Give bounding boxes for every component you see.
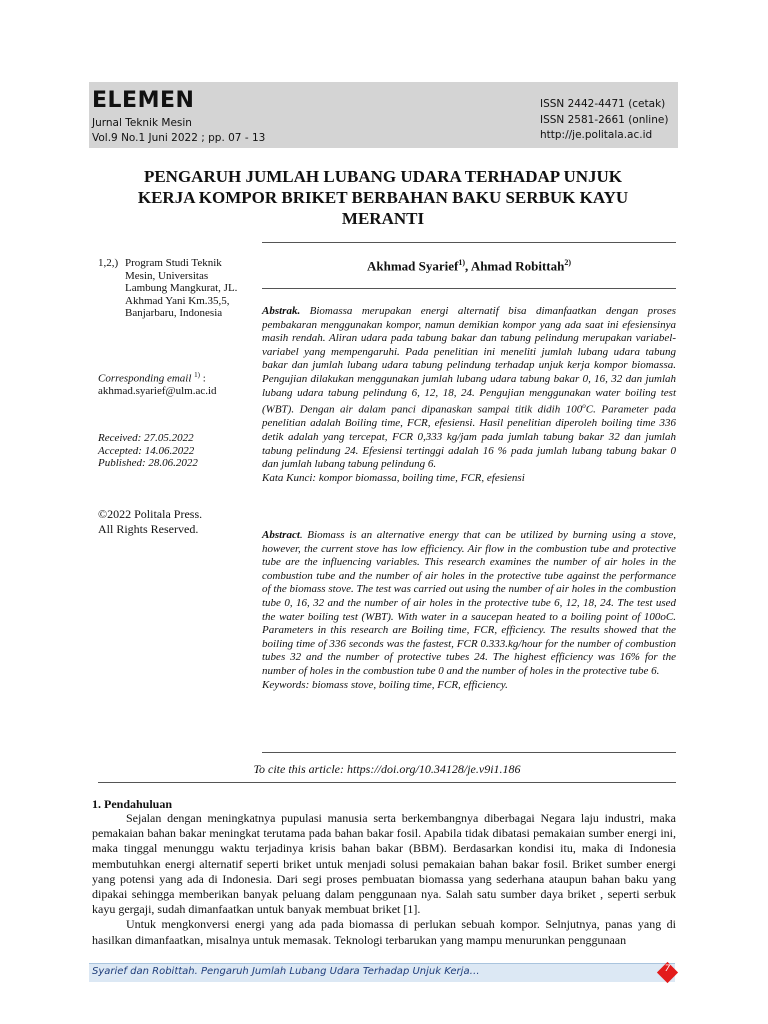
affiliation-line: Banjarbaru, Indonesia: [125, 307, 223, 319]
title-line-2: KERJA KOMPOR BRIKET BERBAHAN BAKU SERBUK KAYU: [137, 188, 629, 207]
issn-block: [540, 97, 668, 144]
copyright-line-1: ©2022 Politala Press.: [98, 507, 203, 521]
paragraph-2: Untuk mengkonversi energi yang ada pada biomassa di perlukan sebuah kompor. Selnjutnya, panas yang di hasilkan dimanfaatkan, misalnya untuk memasak. Teknologi terbarukan yang mampu menurunkan penggunaan: [92, 917, 676, 947]
affiliation-number: 1,2,): [98, 257, 119, 269]
paragraph-1: Sejalan dengan meningkatnya pupulasi manusia serta berkembangnya diberbagai Negara laju industri, maka pemakaian bahan bakar meningkat terutama pada bahan bakar fosil. Apabila tidak dibatasi pemakaian sumber energi ini, maka tinggal menunggu waktu terjadinya krisis bahan bakar (BBM). Berdasarkan kondisi itu, maka di Indonesia membutuhkan energi alternatif seperti briket untuk menjadi solusi pemakaian bahan bakar fosil. Briket sumber energi yang potensi yang ada di Indonesia. Dari segi proses pembuatan biomassa yang sederhana ataupun bahan baku yang dipakai sehingga memberikan banyak peluang dalam penggunaan nya. Salah satu sumber daya briket , seperti serbuk kayu gergaji, sudah dimanfaatkan untuk banyak membuat briket [1].: [92, 811, 676, 917]
affiliation-line: Mesin, Universitas: [125, 269, 209, 282]
copyright: [98, 507, 202, 537]
abstrak-text-b: C. Parameter pada penelitian adalah Boiling time, FCR, efesiensi. Hasil penelitian diperoleh boiling time 336 detik adalah yang tercepat, FCR 0,333 kg/jam pada jumlah tabung bakar 32 dan jumlah tabung pelindung 24. Efesiensi tertinggi adalah 16 % pada jumlah lubang tabung bakar 0 dan jumlah lubang tabung pelindung 6.: [262, 403, 676, 471]
abstract-divider: [262, 752, 676, 753]
corresponding-label: Corresponding email: [98, 372, 192, 385]
affiliation-line: Lambung Mangkurat, JL.: [125, 282, 238, 294]
abstract-text: . Biomass is an alternative energy that can be utilized by burning using a stove, however, the current stove has low efficiency. Air flow in the combustion tube and protective tube are the influencing variables. This research examines the number of air holes in the combustion tube and the number of air holes in the protective tube against the performance of the biomass stove. The test was carried out using the number of air holes in the combustion tube 0, 16, 32 and the number of air holes in the protective tube 6, 12, 18, 24. The test used the water boiling test (WBT). With water in a saucepan heated to a boiling point of 100oC. Parameters in this research are Boiling time, FCR, efficiency. The results showed that the boiling time of 336 seconds was the fastest, FCR 0.333.kg/hour for the number of combustion tubes 32 and the number of protective tubes 24. The highest efficiency was 16% for the number of holes in the combustion tube 0 and the number of holes in the protective tube 6.: [262, 529, 676, 677]
abstrak-indonesian: [262, 305, 676, 485]
journal-name: ELEMEN: [92, 88, 195, 113]
degree-sup: o: [582, 402, 586, 411]
author-1: Akhmad Syarief: [366, 258, 459, 274]
journal-volume: Vol.9 No.1 Juni 2022 ; pp. 07 - 13: [92, 132, 266, 144]
corresponding-sup: 1): [194, 371, 200, 379]
affiliation-line: Akhmad Yani Km.35,5,: [125, 294, 230, 307]
authors-divider: [262, 288, 676, 289]
corresponding-email-link[interactable]: akhmad.syarief@ulm.ac.id: [98, 385, 217, 398]
abstrak-label: Abstrak.: [262, 305, 301, 317]
author-2: Ahmad Robittah: [470, 258, 565, 274]
affiliation: [125, 257, 265, 320]
issn-online: ISSN 2581-2661 (online): [540, 113, 669, 126]
received-date: Received: 27.05.2022: [98, 432, 194, 444]
title-line-3: MERANTI: [341, 209, 425, 228]
article-dates: [98, 432, 198, 470]
authors: [262, 258, 676, 274]
cite-divider: [98, 782, 676, 783]
affiliation-line: Program Studi Teknik: [125, 257, 222, 269]
author-2-sup: 2): [564, 258, 572, 267]
running-head: Syarief dan Robittah. Pengaruh Jumlah Lubang Udara Terhadap Unjuk Kerja…: [92, 966, 480, 977]
title-divider: [262, 242, 676, 243]
page-number: 7: [664, 964, 671, 974]
section-heading: 1. Pendahuluan: [92, 797, 173, 811]
cite-this-article[interactable]: To cite this article: https://doi.org/10.34128/je.v9i1.186: [253, 762, 521, 776]
journal-info: [92, 116, 265, 146]
author-separator: ,: [465, 258, 471, 274]
abstract-label: Abstract: [262, 529, 300, 541]
journal-website-link[interactable]: http://je.politala.ac.id: [540, 129, 653, 141]
accepted-date: Accepted: 14.06.2022: [98, 444, 195, 457]
abstract-english: [262, 529, 676, 692]
title-line-1: PENGARUH JUMLAH LUBANG UDARA TERHADAP UNJUK: [143, 167, 623, 186]
abstract-keywords: Keywords: biomass stove, boiling time, FCR, efficiency.: [262, 678, 508, 691]
abstrak-text-a: Biomassa merupakan energi alternatif bisa dimanfaatkan dengan proses pembakaran menggunakan kompor, namun demikian kompor yang ada saat ini efesiensinya masih rendah. Aliran udara pada tabung bakar dan tabung pelindung merupakan variabel-variabel yang mempengaruhi. Pada penelitian ini meneliti jumlah lubang udara tabung bakar dan jumlah lubang udara tabung pelindung terhadap unjuk kerja kompor biomassa. Pengujian dilakukan menggunakan jumlah lubang udara tabung bakar 0, 16, 32 dan jumlah lubang udara tabung pelindung 6, 12, 18, 24. Pengujian menggunakan water boiling test (WBT). Dengan air dalam panci dipanaskan sampai titik didih 100: [262, 305, 676, 416]
author-1-sup: 1): [458, 258, 466, 267]
paper-title: [95, 166, 671, 229]
issn-print: ISSN 2442-4471 (cetak): [540, 98, 666, 110]
copyright-line-2: All Rights Reserved.: [98, 522, 199, 536]
corresponding-suffix: :: [200, 372, 206, 385]
published-date: Published: 28.06.2022: [98, 457, 198, 469]
corresponding-author: [98, 369, 217, 398]
abstrak-keywords: Kata Kunci: kompor biomassa, boiling time, FCR, efesiensi: [262, 471, 525, 484]
section-body: [92, 811, 676, 948]
journal-subtitle: Jurnal Teknik Mesin: [92, 117, 192, 129]
